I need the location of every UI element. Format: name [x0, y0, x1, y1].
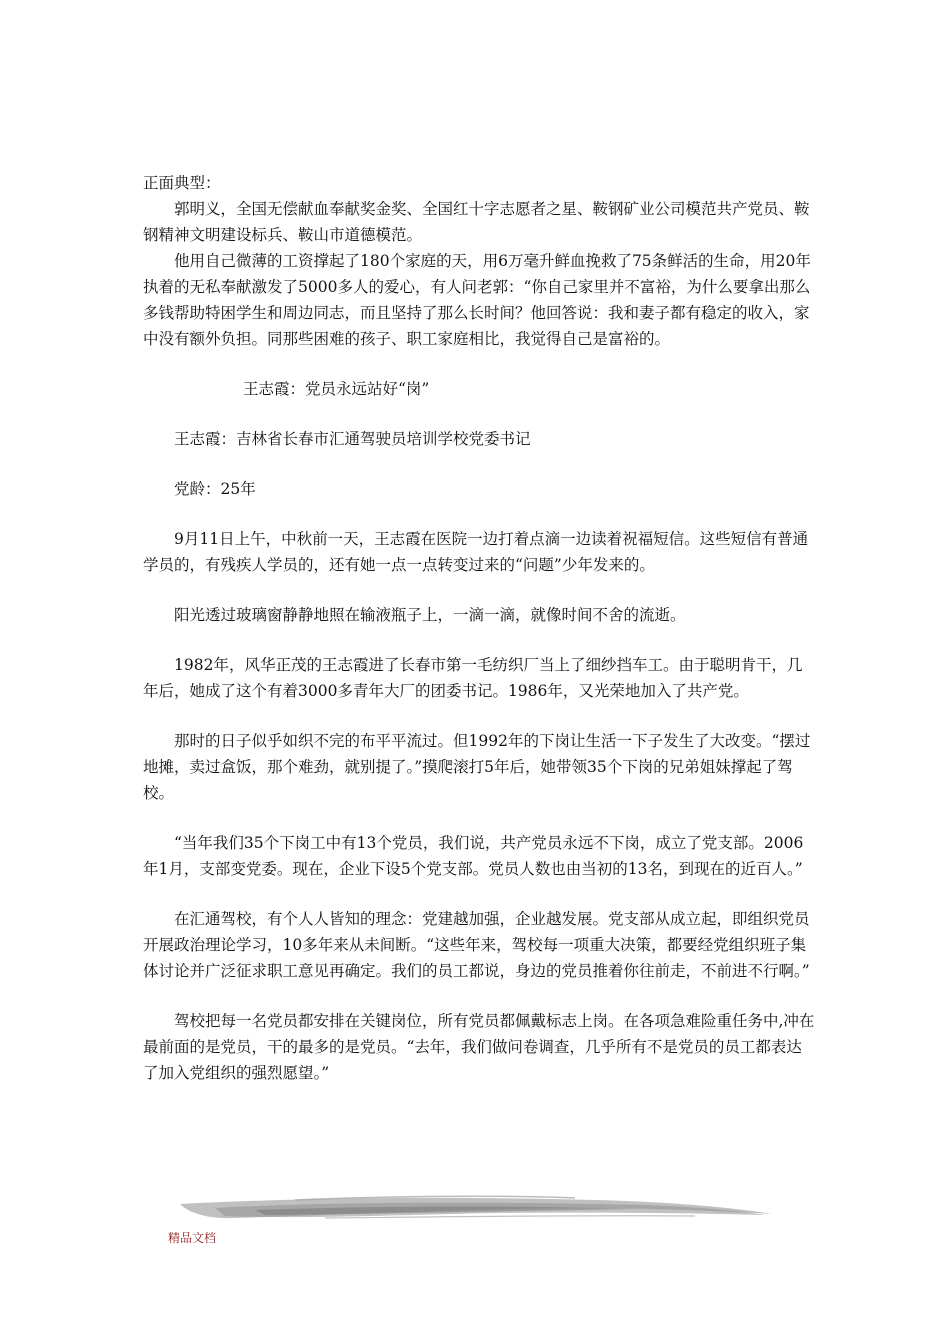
paragraph-1982: 1982年，风华正茂的王志霞进了长春市第一毛纺织厂当上了细纱挡车工。由于聪明肯干，几年后，她成了这个有着3000多青年大厂的团委书记。1986年，又光荣地加入了共产党。: [143, 656, 803, 700]
paragraph-guo-story: 他用自己微薄的工资撑起了180个家庭的天，用6万毫升鲜血挽救了75条鲜活的生命，用20年执着的无私奉献激发了5000多人的爱心，有人问老郭：“你自己家里并不富裕，为什么要拿出那么多钱帮助特困学生和周边同志，而且坚持了那么长时间？他回答说：我和妻子都有稳定的收入，家中没有额外负担。同那些困难的孩子、职工家庭相比，我觉得自己是富裕的。: [143, 252, 811, 348]
paragraph-key-posts: 驾校把每一名党员都安排在关键岗位，所有党员都佩戴标志上岗。在各项急难险重任务中,冲在最前面的是党员，干的最多的是党员。“去年，我们做问卷调查，几乎所有不是党员的员工都表达了加入党组织的强烈愿望。”: [143, 1012, 815, 1082]
paragraph-title-role: 王志霞：吉林省长春市汇通驾驶员培训学校党委书记: [174, 430, 531, 448]
section-label: 正面典型：: [143, 174, 221, 192]
document-body: [143, 170, 815, 1086]
paragraph-huitong: 在汇通驾校，有个人人皆知的理念：党建越加强，企业越发展。党支部从成立起，即组织党员开展政治理论学习，10多年来从未间断。“这些年来，驾校每一项重大决策，都要经党组织班子集体讨论并广泛征求职工意见再确定。我们的员工都说，身边的党员推着你往前走，不前进不行啊。”: [143, 910, 810, 980]
paragraph-party-branch: “当年我们35个下岗工中有13个党员，我们说，共产党员永远不下岗，成立了党支部。2006年1月，支部变党委。现在，企业下设5个党支部。党员人数也由当初的13名，到现在的近百人。”: [143, 834, 804, 878]
footer-label: 精品文档: [168, 1231, 217, 1245]
brush-stroke-decoration: [175, 1192, 775, 1226]
paragraph-hospital: 9月11日上午，中秋前一天，王志霞在医院一边打着点滴一边读着祝福短信。这些短信有普通学员的，有残疾人学员的，还有她一点一点转变过来的“问题”少年发来的。: [143, 530, 809, 574]
paragraph-sunlight: 阳光透过玻璃窗静静地照在输液瓶子上，一滴一滴，就像时间不舍的流逝。: [174, 606, 686, 624]
paragraph-1992: 那时的日子似乎如织不完的布平平流过。但1992年的下岗让生活一下子发生了大改变。“摆过地摊，卖过盒饭，那个难劲，就别提了。”摸爬滚打5年后，她带领35个下岗的兄弟姐妹撑起了驾校。: [143, 732, 811, 802]
paragraph-party-age: 党龄：25年: [174, 480, 256, 498]
article-heading: 王志霞：党员永远站好“岗”: [243, 380, 430, 398]
paragraph-intro-guo: 郭明义，全国无偿献血奉献奖金奖、全国红十字志愿者之星、鞍钢矿业公司模范共产党员、鞍钢精神文明建设标兵、鞍山市道德模范。: [143, 200, 810, 244]
